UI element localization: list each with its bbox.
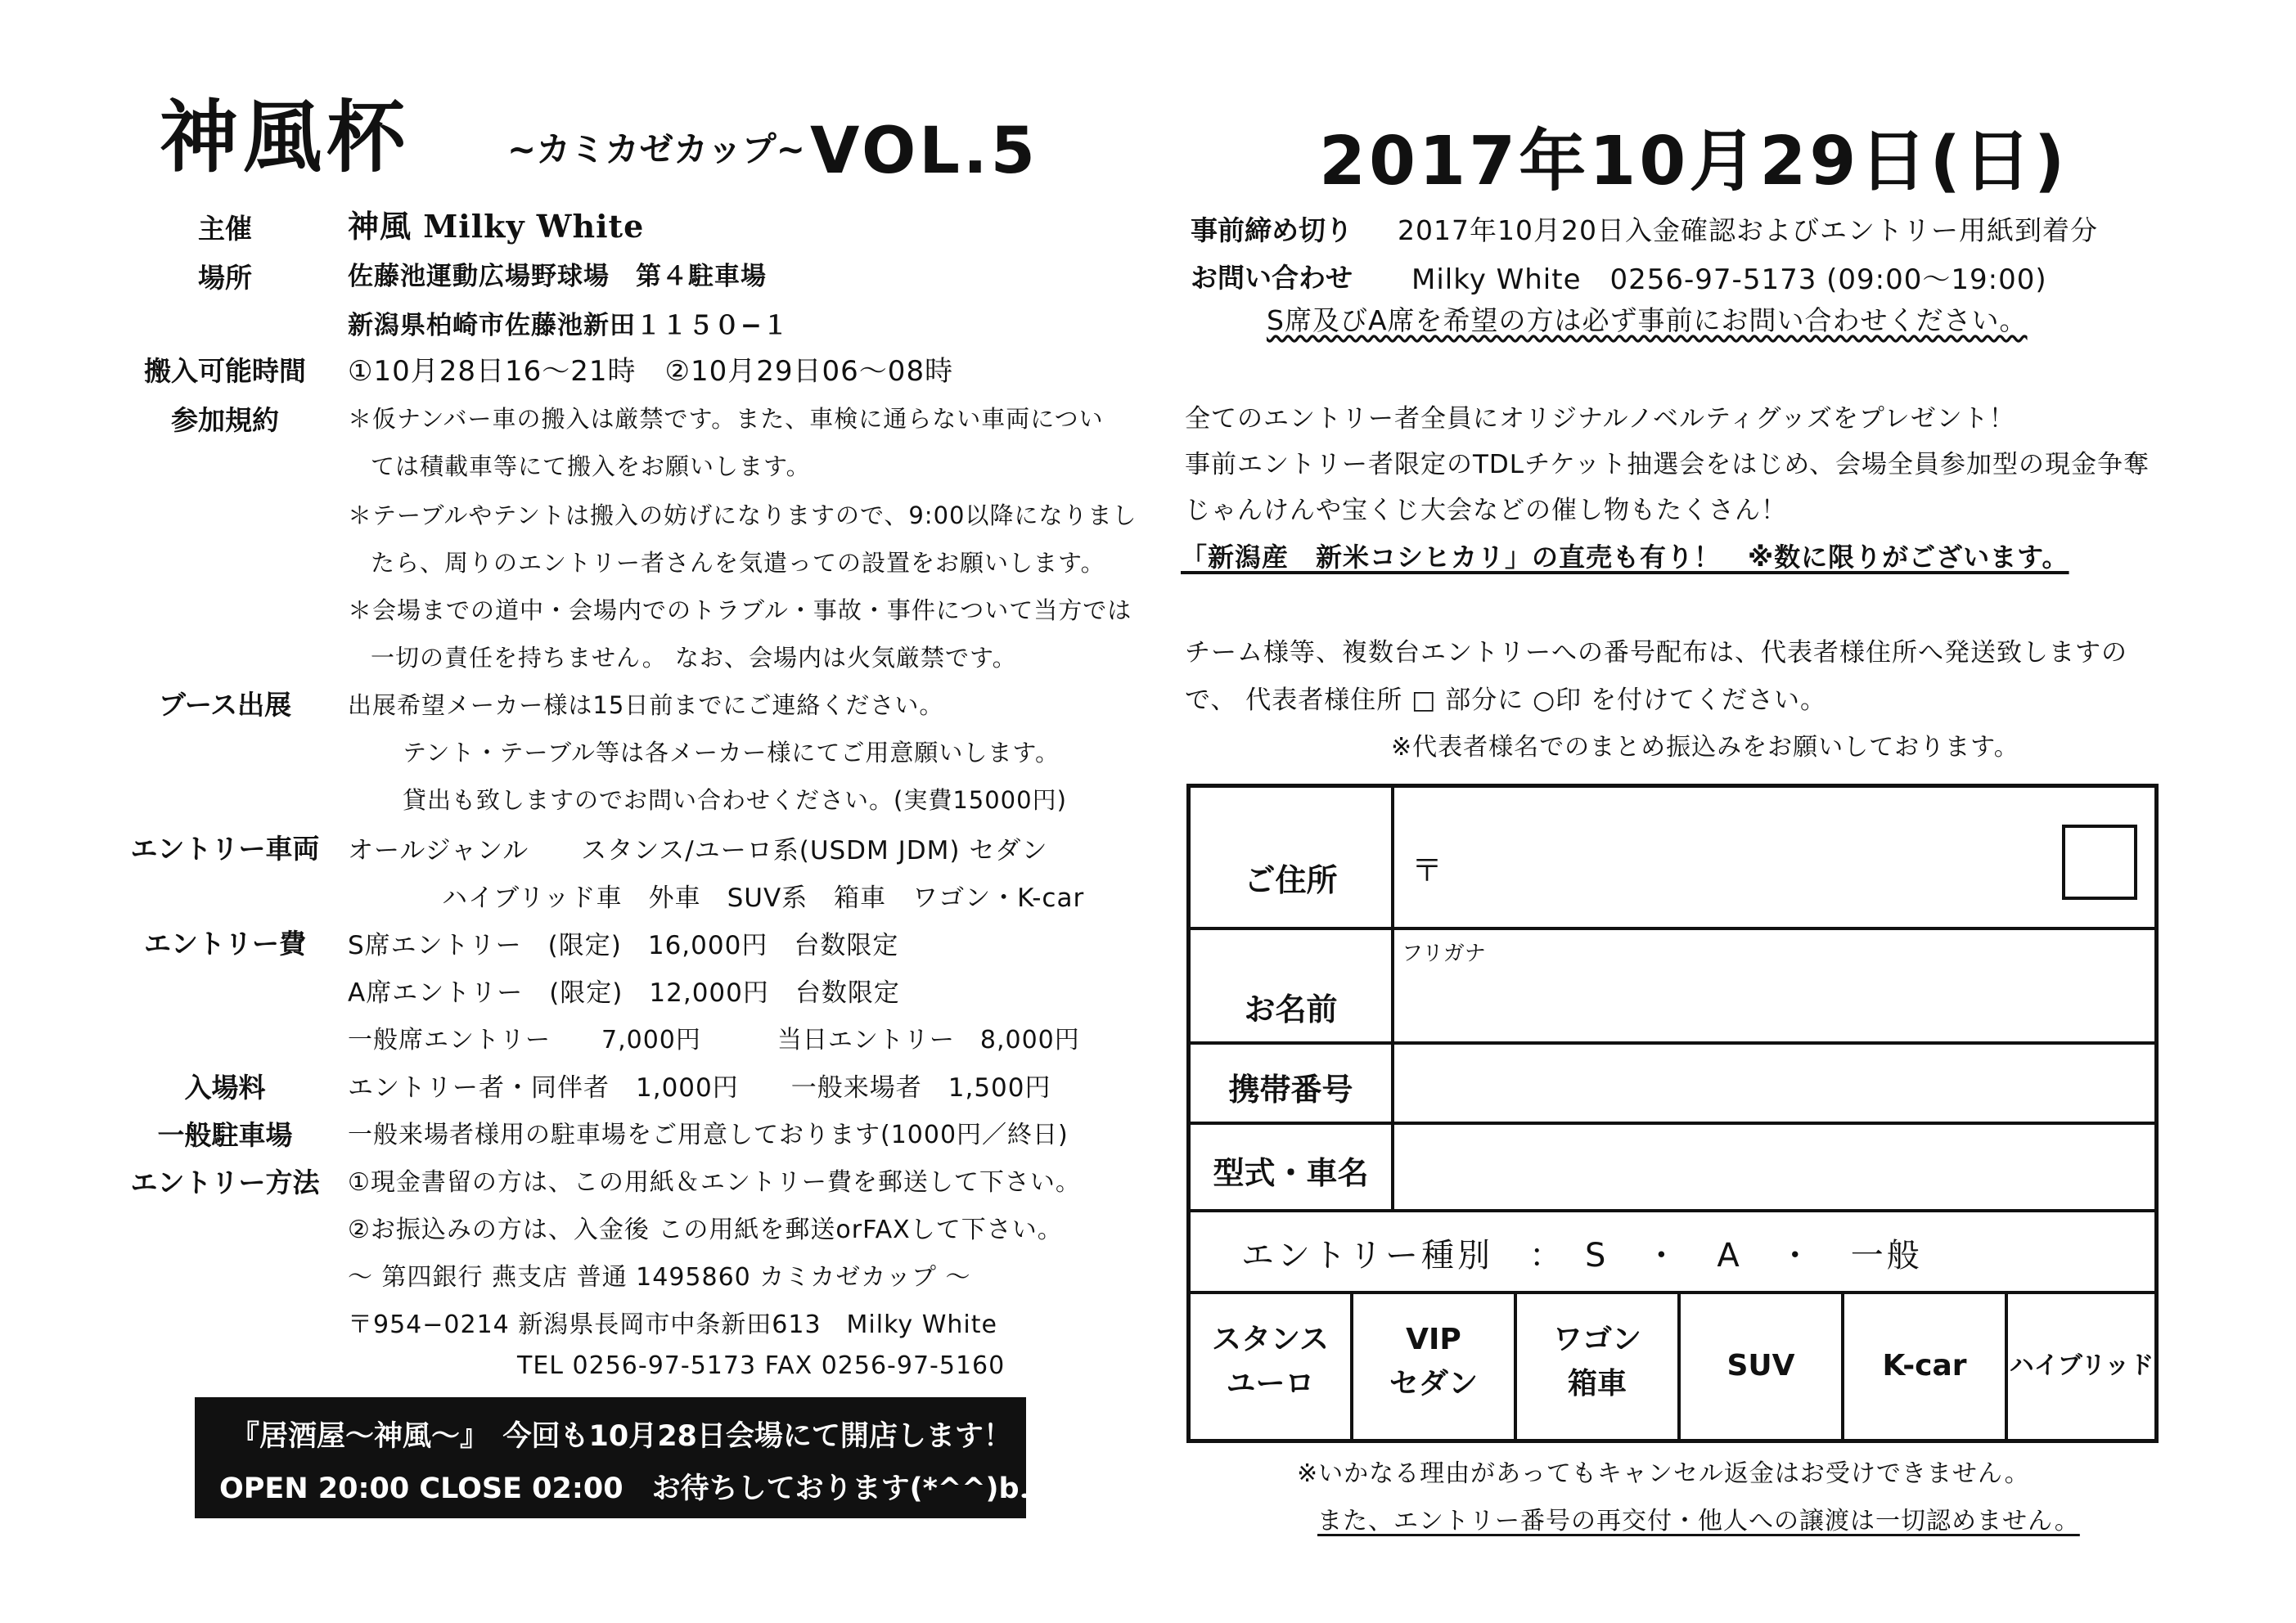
method-line: ①現金書留の方は、この用紙＆エントリー費を郵送して下さい。 (348, 1168, 1081, 1197)
category-line: ワゴン (1552, 1323, 1641, 1356)
phone-field[interactable] (1395, 1045, 2156, 1120)
category-line: ユーロ (1226, 1367, 1315, 1400)
rules-line: 一切の責任を持ちません。 なお、会場内は火気厳禁です。 (371, 644, 1017, 672)
label-rules: 参加規約 (171, 404, 279, 436)
deadline-label: 事前締め切り (1191, 214, 1353, 246)
event-subtitle: ~カミカゼカップ~ (507, 129, 805, 169)
cancel-note: ※いかなる理由があってもキャンセル返金はお受けできません。 (1297, 1459, 2030, 1488)
parking-line: 一般来場者様用の駐車場をご用意しております(1000円／終日) (348, 1121, 1069, 1149)
category-kcar[interactable] (1844, 1344, 2005, 1388)
rules-line: たら、周りのエントリー者さんを気遣っての設置をお願いします。 (371, 549, 1105, 577)
transfer-note: また、エントリー番号の再交付・他人への譲渡は一切認めません。 (1317, 1507, 2080, 1535)
label-admission: 入場料 (184, 1072, 266, 1104)
event-date: 2017年10月29日(日) (1319, 123, 2069, 200)
label-booth: ブース出展 (158, 689, 292, 721)
booth-line: 出展希望メーカー様は15日前までにご連絡ください。 (348, 691, 944, 719)
load-in-time: ①10月28日16～21時 ②10月29日06～08時 (348, 355, 954, 388)
venue-name: 佐藤池運動広場野球場 第４駐車場 (348, 262, 767, 291)
category-hybrid[interactable] (2008, 1344, 2155, 1388)
bank-info: ～ 第四銀行 燕支店 普通 1495860 カミカゼカップ ～ (348, 1263, 971, 1292)
name-label: お名前 (1244, 991, 1338, 1027)
rules-line: ては積載車等にて搬入をお願いします。 (371, 452, 811, 480)
venue-address: 新潟県柏崎市佐藤池新田１１５０−１ (348, 311, 789, 340)
model-field[interactable] (1395, 1125, 2156, 1207)
category-wagon-box[interactable] (1517, 1318, 1677, 1406)
contact-label: お問い合わせ (1191, 262, 1353, 294)
event-title: 神風杯 (160, 91, 410, 183)
team-note: ※代表者様名でのまとめ振込みをお願いしております。 (1391, 733, 2019, 762)
organizer-name: 神風 Milky White (348, 208, 645, 245)
booth-line: 貸出も致しますのでお問い合わせください。(実費15000円) (403, 786, 1067, 814)
tel-fax: TEL 0256-97-5173 FAX 0256-97-5160 (517, 1351, 1006, 1380)
category-line: K-car (1882, 1349, 1967, 1382)
label-parking: 一般駐車場 (157, 1119, 293, 1151)
category-line: VIP (1406, 1323, 1461, 1356)
representative-checkbox[interactable] (2062, 825, 2137, 900)
vehicles-line: オールジャンル スタンス/ユーロ系(USDM JDM) セダン (348, 836, 1048, 865)
label-entry-vehicles: エントリー車両 (130, 833, 320, 865)
admission-line: エントリー者・同伴者 1,000円 一般来場者 1,500円 (348, 1073, 1051, 1103)
event-volume: VOL.5 (810, 115, 1038, 188)
izakaya-line-2: OPEN 20:00 CLOSE 02:00 お待ちしております(*^^)b♪ (219, 1472, 1038, 1505)
address-label: ご住所 (1244, 862, 1338, 898)
booth-line: テント・テーブル等は各メーカー様にてご用意願いします。 (403, 739, 1060, 767)
label-organizer: 主催 (198, 213, 252, 245)
rules-line: ＊テーブルやテントは搬入の妨げになりますので、9:00以降になりまし (348, 501, 1137, 529)
izakaya-notice (195, 1397, 1038, 1518)
promo-line: 全てのエントリー者全員にオリジナルノベルティグッズをプレゼント！ (1185, 404, 2015, 434)
label-load-in-time: 搬入可能時間 (144, 355, 306, 387)
rice-notice: 「新潟産 新米コシヒカリ」の直売も有り！ ※数に限りがございます。 (1181, 542, 2069, 573)
name-field[interactable] (1395, 931, 2156, 1040)
contact-note: S席及びA席を希望の方は必ず事前にお問い合わせください。 (1267, 304, 2028, 336)
promo-line: 事前エントリー者限定のTDLチケット抽選会をはじめ、会場全員参加型の現金争奪 (1185, 450, 2150, 479)
izakaya-line-1: 『居酒屋～神風～』 今回も10月28日会場にて開店します！ (231, 1420, 1012, 1453)
rules-line: ＊会場までの道中・会場内でのトラブル・事故・事件について当方では (348, 596, 1132, 624)
furigana-label: フリガナ (1402, 942, 1486, 966)
category-line: セダン (1389, 1367, 1479, 1400)
contact-text: Milky White 0256-97-5173 (09:00～19:00) (1411, 263, 2047, 296)
method-line: ②お振込みの方は、入金後 この用紙を郵送orFAXして下さい。 (348, 1216, 1063, 1244)
postal-mark: 〒 (1411, 852, 1443, 888)
category-line: SUV (1727, 1349, 1795, 1382)
promo-line: じゃんけんや宝くじ大会などの催し物もたくさん！ (1185, 496, 1787, 525)
label-entry-fee: エントリー費 (144, 928, 306, 960)
category-vip-sedan[interactable] (1353, 1318, 1514, 1406)
mail-address: 〒954−0214 新潟県長岡市中条新田613 Milky White (348, 1311, 997, 1339)
rules-line: ＊仮ナンバー車の搬入は厳禁です。また、車検に通らない車両につい (348, 405, 1104, 433)
category-line: ハイブリッド (2009, 1351, 2154, 1380)
fee-line: S席エントリー (限定) 16,000円 台数限定 (348, 931, 899, 960)
category-line: 箱車 (1567, 1367, 1627, 1400)
category-stance-euro[interactable] (1191, 1318, 1350, 1406)
category-suv[interactable] (1681, 1344, 1841, 1388)
category-line: スタンス (1212, 1323, 1329, 1356)
model-label: 型式・車名 (1213, 1155, 1369, 1191)
team-line: チーム様等、複数台エントリーへの番号配布は、代表者様住所へ発送致しますの (1185, 638, 2127, 668)
label-venue: 場所 (198, 262, 252, 294)
address-field[interactable] (1395, 788, 2042, 925)
fee-line: A席エントリー (限定) 12,000円 台数限定 (348, 978, 900, 1008)
team-line: で、 代表者様住所 □ 部分に ○印 を付けてください。 (1185, 686, 1826, 715)
label-entry-method: エントリー方法 (130, 1167, 320, 1198)
entry-form (1186, 784, 2159, 1443)
entry-type-selector[interactable]: エントリー種別 ： S ・ A ・ 一般 (1241, 1237, 1923, 1275)
deadline-text: 2017年10月20日入金確認およびエントリー用紙到着分 (1398, 214, 2098, 246)
fee-line: 一般席エントリー 7,000円 当日エントリー 8,000円 (348, 1026, 1080, 1054)
vehicles-line: ハイブリッド車 外車 SUV系 箱車 ワゴン・K-car (442, 883, 1085, 913)
phone-label: 携帯番号 (1228, 1072, 1353, 1108)
